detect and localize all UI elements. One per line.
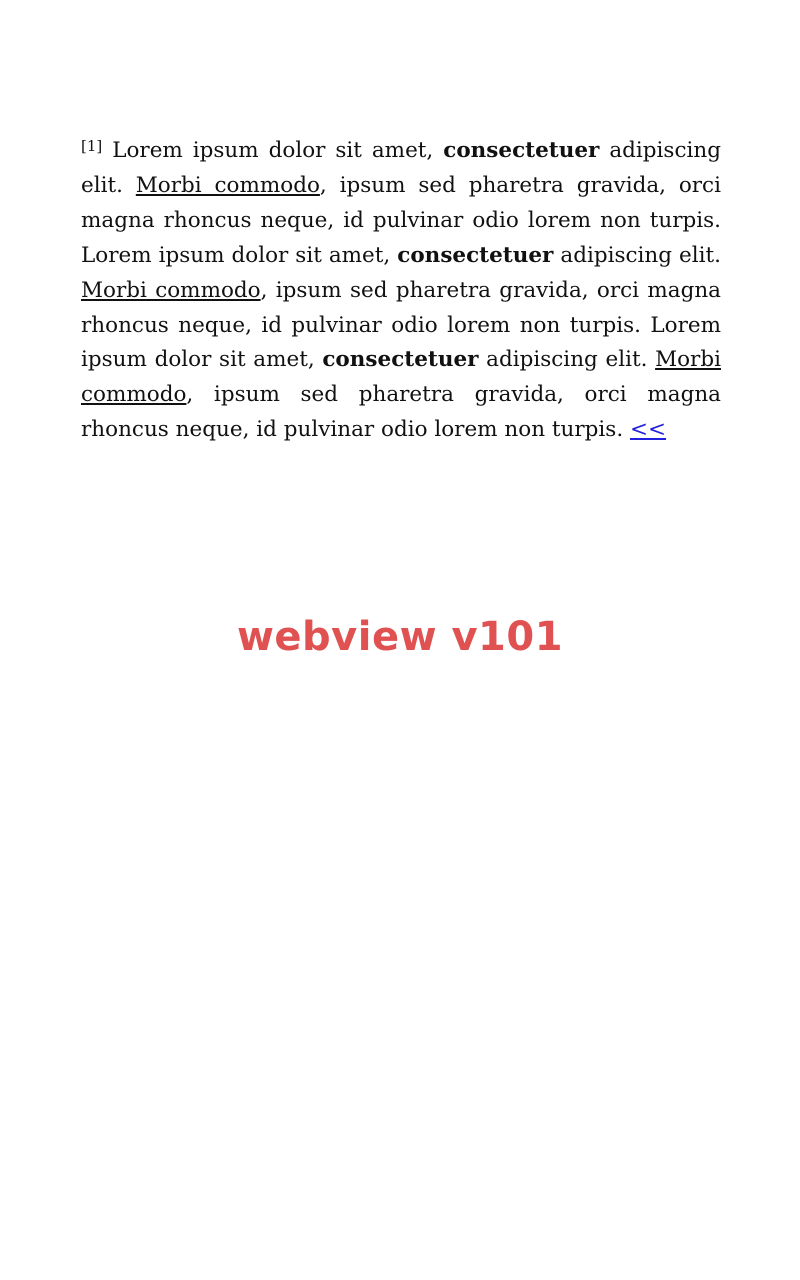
footnote-marker: [1] [81, 137, 103, 155]
footnote-bold-3: consectetuer [322, 347, 479, 373]
footnote-bold-1: consectetuer [443, 138, 600, 163]
brand-label: webview v101 [236, 614, 564, 660]
footnote-text-3a: Lorem ipsum dolor sit amet, [81, 312, 721, 373]
footnote-underline-2: Morbi commodo [81, 277, 261, 303]
footnote-bold-2: consectetuer [397, 242, 554, 268]
footnote-text-2b: adipiscing elit. [560, 242, 721, 268]
footnote-underline-1: Morbi commodo [135, 172, 320, 198]
footnote-underline-3: Morbi commodo [81, 347, 721, 408]
footnote-text-1a: Lorem ipsum dolor sit amet, [112, 138, 434, 163]
back-link[interactable]: << [630, 417, 667, 443]
footnote-paragraph [81, 134, 721, 448]
footnote-text-2c: , ipsum sed pharetra gravida, orci magna rhoncus neque, id pulvinar odio lorem non turpis. [81, 277, 722, 338]
footnote-text-3c: , ipsum sed pharetra gravida, orci magna rhoncus neque, id pulvinar odio lorem non turpis. [81, 382, 721, 443]
footnote-text-1b: adipiscing elit. [81, 138, 721, 198]
footnote-text-1c: , ipsum sed pharetra gravida, orci magna rhoncus neque, id pulvinar odio lorem non turpis. [81, 172, 721, 233]
footnote-text-3b: adipiscing elit. [486, 347, 648, 373]
footnote-text-2a: Lorem ipsum dolor sit amet, [81, 242, 391, 268]
